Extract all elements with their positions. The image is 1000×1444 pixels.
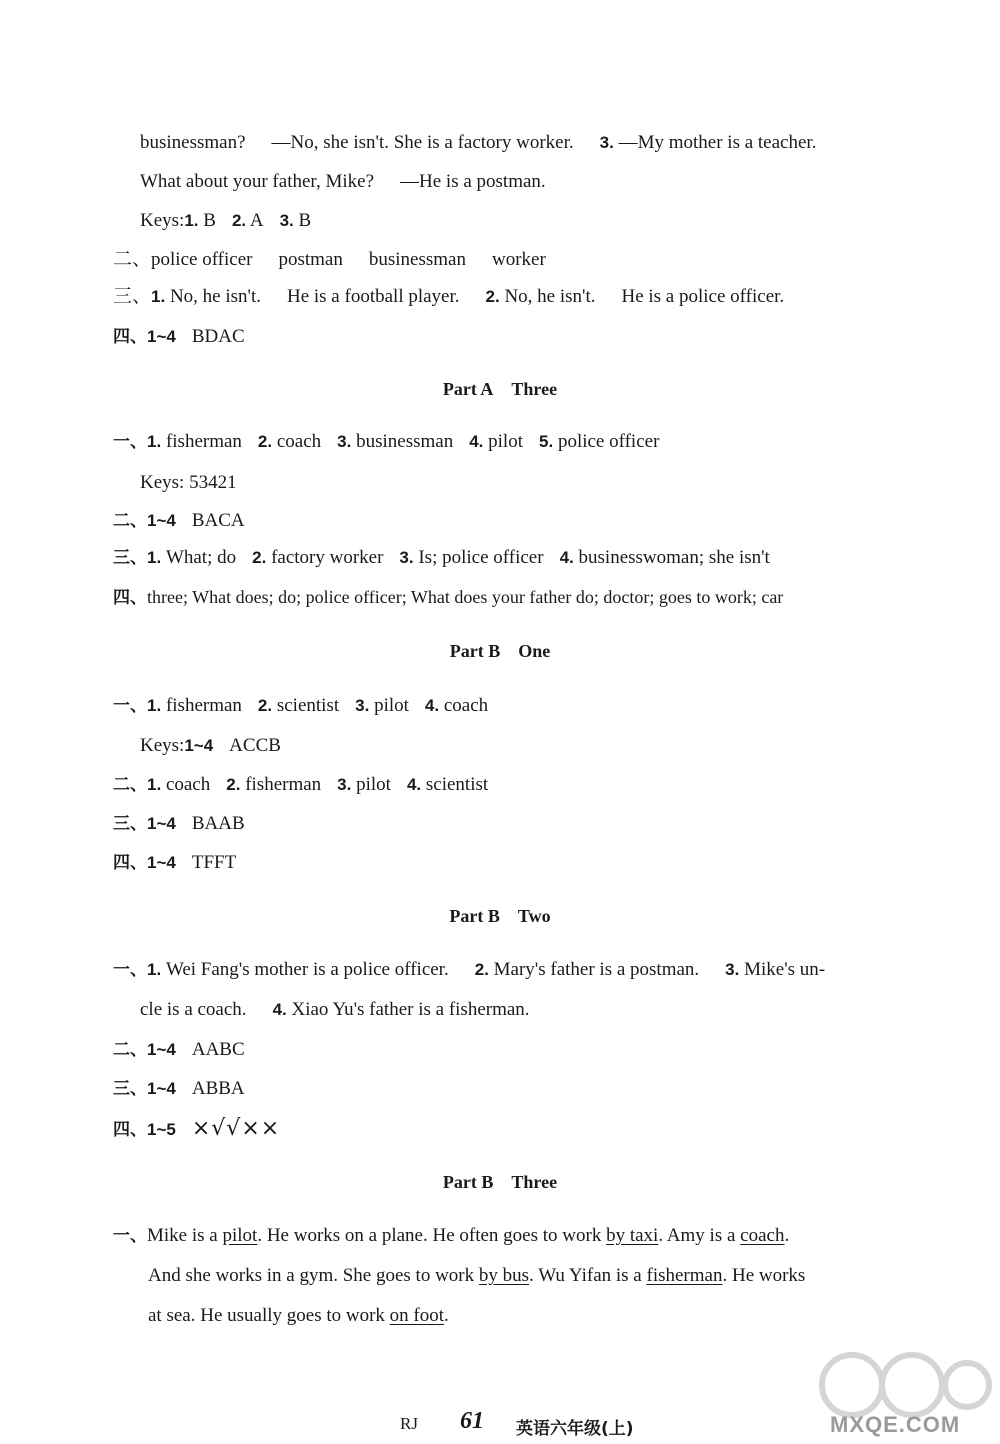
section-er: 二、1~4 BACA <box>113 510 245 531</box>
section-yi: 一、Mike is a pilot. He works on a plane. He often goes to work by taxi. Amy is a coach. <box>113 1225 790 1246</box>
section-si: 四、1~4 BDAC <box>113 326 245 347</box>
watermark-text: MXQE.COM <box>830 1412 961 1437</box>
page-footer <box>0 1410 1000 1440</box>
section-si: 四、three; What does; do; police officer; What does your father do; doctor; goes to work; car <box>113 587 784 607</box>
section-san: 三、1~4 BAAB <box>113 813 245 834</box>
section-san: 三、1~4 ABBA <box>113 1078 245 1099</box>
text-line: businessman? —No, she isn't. She is a factory worker. 3. —My mother is a teacher. <box>140 132 817 153</box>
section-yi: 一、1. fisherman 2. scientist 3. pilot 4. coach <box>113 695 489 716</box>
keys-line: Keys: 53421 <box>140 472 237 493</box>
keys-line: Keys:1~4 ACCB <box>140 735 281 756</box>
section-si: 四、1~4 TFFT <box>113 852 237 873</box>
text-line: What about your father, Mike? —He is a postman. <box>140 171 546 192</box>
text-line: cle is a coach. 4. Xiao Yu's father is a fisherman. <box>140 999 530 1020</box>
section-er: 二、1. coach 2. fisherman 3. pilot 4. scientist <box>113 774 489 795</box>
keys-line: Keys:1. B 2. A 3. B <box>140 210 312 231</box>
section-er: 二、police officer postman businessman worker <box>113 249 546 270</box>
section-san: 三、1. No, he isn't. He is a football player. 2. No, he isn't. He is a police officer. <box>113 286 785 307</box>
heading-part-b-three: Part B Three <box>442 1172 558 1192</box>
heading-part-a-three: Part A Three <box>442 379 558 399</box>
section-san: 三、1. What; do 2. factory worker 3. Is; police officer 4. businesswoman; she isn't <box>113 547 770 568</box>
text-line: And she works in a gym. She goes to work by bus. Wu Yifan is a fisherman. He works <box>148 1265 806 1286</box>
section-si: 四、1~5 ×√√×× <box>113 1116 281 1141</box>
edition-label: RJ <box>400 1414 418 1433</box>
book-title: 英语六年级(上) <box>516 1419 634 1439</box>
section-yi: 一、1. Wei Fang's mother is a police officer. 2. Mary's father is a postman. 3. Mike's un- <box>113 959 826 980</box>
heading-part-b-two: Part B Two <box>449 906 551 926</box>
section-er: 二、1~4 AABC <box>113 1039 245 1060</box>
page-number: 61 <box>460 1408 484 1434</box>
text-line: at sea. He usually goes to work on foot. <box>148 1305 449 1326</box>
section-yi: 一、1. fisherman 2. coach 3. businessman 4. pilot 5. police officer <box>113 431 660 452</box>
heading-part-b-one: Part B One <box>449 641 551 661</box>
